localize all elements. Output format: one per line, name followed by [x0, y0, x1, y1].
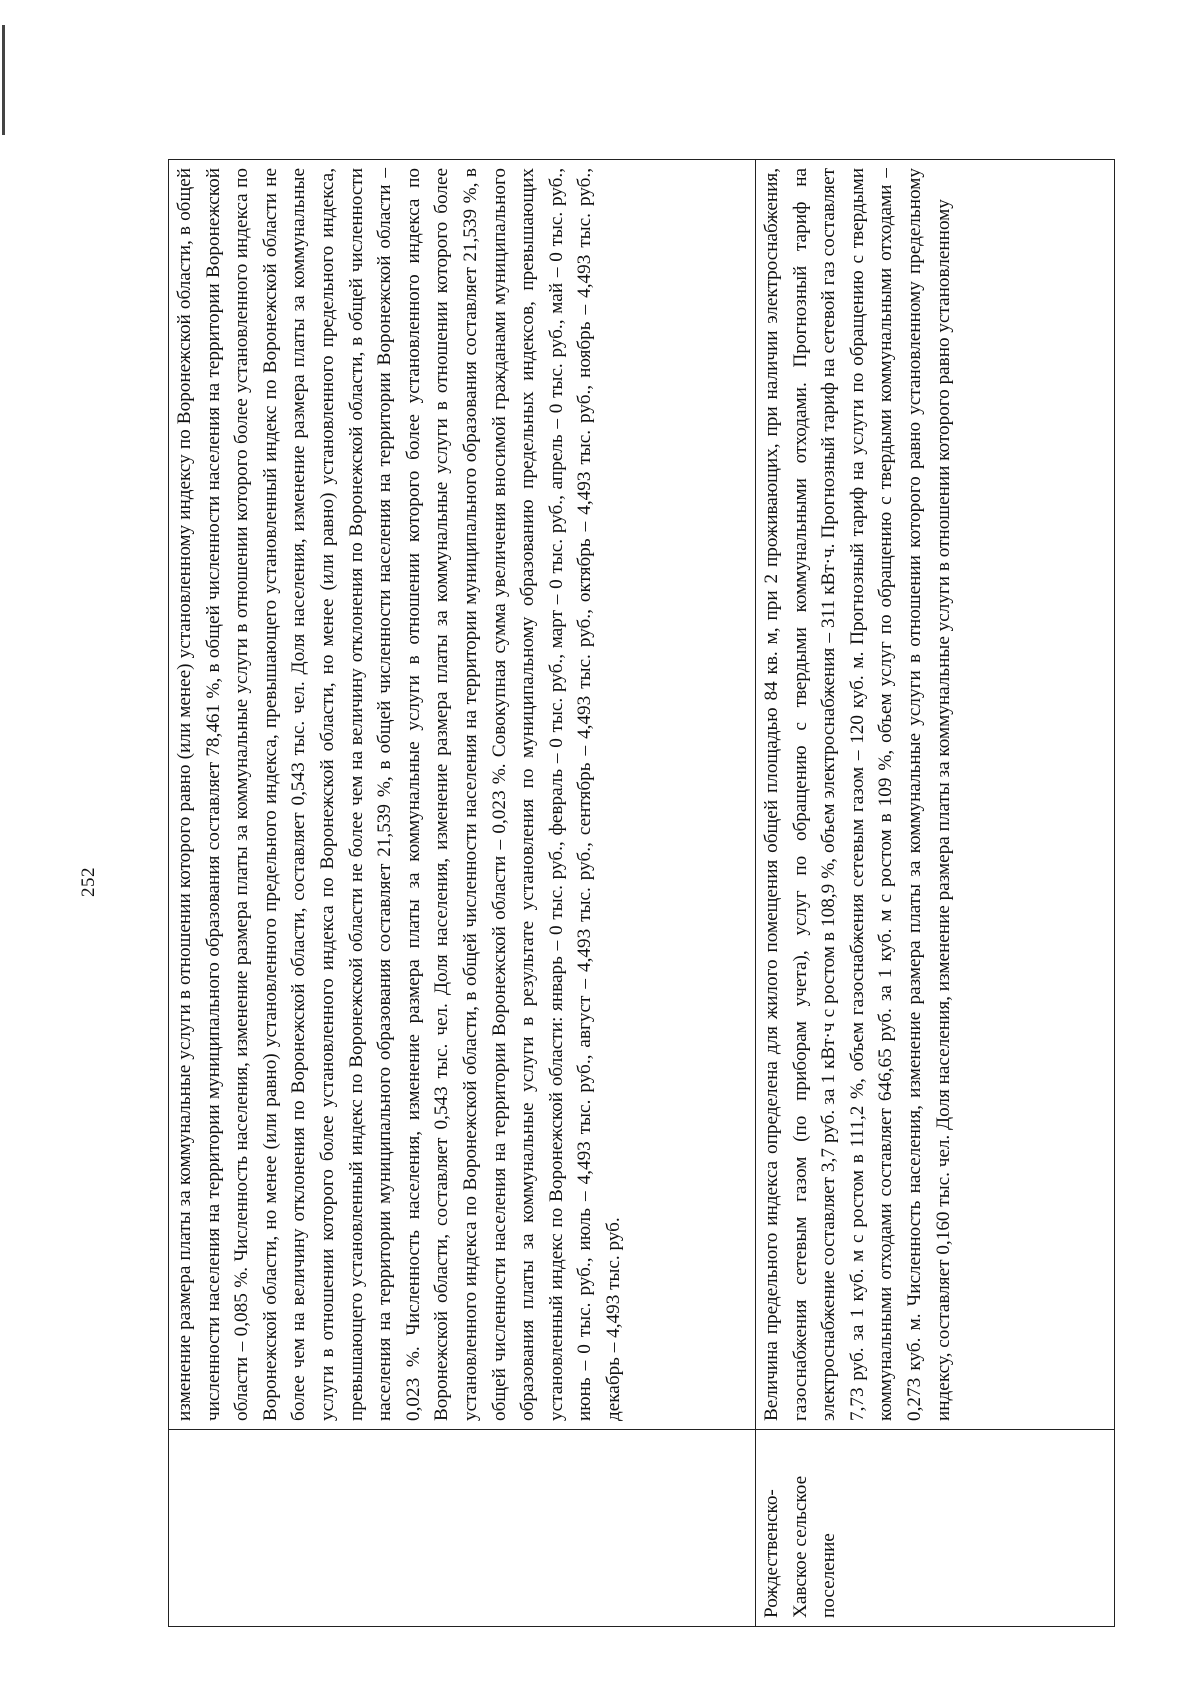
index-table: [168, 159, 1115, 1627]
municipality-cell: [756, 1430, 1115, 1627]
municipality-cell: [169, 1430, 756, 1627]
description-cell: [756, 160, 1115, 1430]
table-row: [756, 160, 1115, 1627]
description-text: Величина предельного индекса определена для жилого помещения общей площадью 84 кв. м, при 2 проживающих, при наличии электроснабжения, газоснабжения сетевым газом (по приборам учета), услуг по обращению с твердыми коммунальными отходами. Прогнозный тариф на электроснабжение составляет 3,7 руб. за 1 кВт·ч с ростом в 108,9 %, объем электроснабжения – 311 кВт·ч. Прогнозный тариф на сетевой газ составляет 7,73 руб. за 1 куб. м с ростом в 111,2 %, объем газоснабжения сетевым газом – 120 куб. м. Прогнозный тариф на услуги по обращению с твердыми коммунальными отходами составляет 646,65 руб. за 1 куб. м с ростом в 109 %, объем услуг по обращению с твердыми коммунальными отходами – 0,273 куб. м. Численность населения, изменение размера платы за коммунальные услуги в отношении которого равно установленному предельному индексу, составляет 0,160 тыс. чел. Доля населения, изменение размера платы за коммунальные услуги в отношении которого равно установленному: [761, 168, 954, 1421]
municipality-name: Рождественско-Хавское сельское поселение: [761, 1475, 840, 1618]
scan-edge-mark: [2, 25, 5, 135]
page-number: 252: [78, 867, 99, 897]
description-cell: изменение размера платы за коммунальные услуги в отношении которого равно (или менее) установленному индексу по Воронежской области, в общей численности населения на территории муниципального образования составляет 78,461 %, в общей численности населения на территории Воронежской области – 0,085 %. Численность населения, изменение размера платы за коммунальные услуги в отношении которого более установленного индекса по Воронежской области, но менее (или равно) установленного предельного индекса, превышающего установленный индекс по Воронежской области не более чем на величину отклонения по Воронежской области, составляет 0,543 тыс. чел. Доля населения, изменение размера платы за коммунальные услуги в отношении которого более установленного индекса по Воронежской области, но менее (или равно) установленного предельного индекса, превышающего установленный индекс по Воронежской области не более чем на величину отклонения по Воронежской области, в общей численности населения на территории муниципального образования составляет 21,539 %, в общей численности населения на территории Воронежской области – 0,023 %. Численность населения, изменение размера платы за коммунальные услуги в отношении которого более установленного индекса по Воронежской области, составляет 0,543 тыс. чел. Доля населения, изменение размера платы за коммунальные услуги в отношении которого более установленного индекса по Воронежской области, в общей численности населения на территории муниципального образования составляет 21,539 %, в общей численности населения на территории Воронежской области – 0,023 %. Совокупная сумма увеличения вносимой гражданами муниципального образования платы за коммунальные услуги в результате установления по муниципальному образованию предельных индексов, превышающих установленный индекс по Воронежской области: январь – 0 тыс. руб., февраль – 0 тыс. руб., март – 0 тыс. руб., апрель – 0 тыс. руб., май – 0 тыс. руб., июнь – 0 тыс. руб., июль – 4,493 тыс. руб., август – 4,493 тыс. руб., сентябрь – 4,493 тыс. руб., октябрь – 4,493 тыс. руб., ноябрь – 4,493 тыс. руб., декабрь – 4,493 тыс. руб.: [169, 160, 756, 1430]
table-row: [169, 160, 756, 1627]
